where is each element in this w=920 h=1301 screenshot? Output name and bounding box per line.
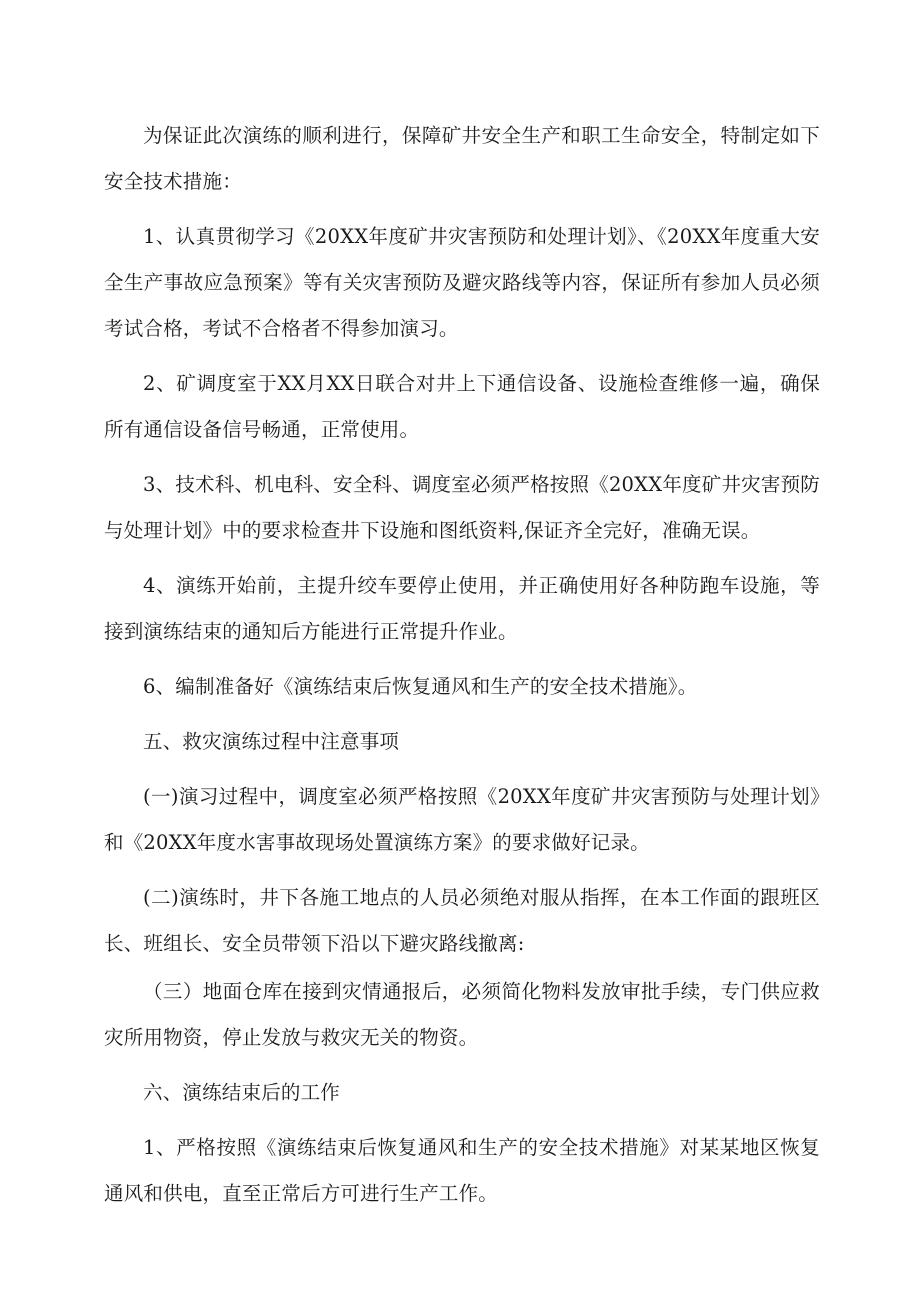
measure-3-paragraph: 3、技术科、机电科、安全科、调度室必须严格按照《20XX年度矿井灾害预防与处理计划》中的要求检查井下设施和图纸资料,保证齐全完好，准确无误。 — [104, 473, 820, 542]
measure-2-paragraph: 2、矿调度室于XX月XX日联合对井上下通信设备、设施检查维修一遍，确保所有通信设备信号畅通，正常使用。 — [104, 372, 820, 441]
post-work-1-paragraph: 1、严格按照《演练结束后恢复通风和生产的安全技术措施》对某某地区恢复通风和供电，直至正常后方可进行生产工作。 — [104, 1136, 820, 1205]
intro-paragraph: 为保证此次演练的顺利进行，保障矿井安全生产和职工生命安全，特制定如下安全技术措施： — [104, 124, 820, 193]
document-body — [104, 113, 820, 1217]
measure-1-paragraph: 1、认真贯彻学习《20XX年度矿井灾害预防和处理计划》、《20XX年度重大安全生产事故应急预案》等有关灾害预防及避灾路线等内容，保证所有参加人员必须考试合格，考试不合格者不得参加演习。 — [104, 225, 820, 340]
section-5-heading: 五、救灾演练过程中注意事项 — [143, 730, 400, 753]
note-3-paragraph: （三）地面仓库在接到灾情通报后，必须简化物料发放审批手续，专门供应救灾所用物资，停止发放与救灾无关的物资。 — [104, 980, 820, 1049]
section-6-heading: 六、演练结束后的工作 — [143, 1081, 341, 1104]
note-2-paragraph: (二)演练时，井下各施工地点的人员必须绝对服从指挥，在本工作面的跟班区长、班组长、安全员带领下沿以下避灾路线撤离: — [104, 886, 820, 955]
measure-6-paragraph: 6、编制准备好《演练结束后恢复通风和生产的安全技术措施》。 — [143, 675, 698, 698]
measure-4-paragraph: 4、演练开始前，主提升绞车要停止使用，并正确使用好各种防跑车设施，等接到演练结束的通知后方能进行正常提升作业。 — [104, 574, 820, 643]
note-1-paragraph: (一)演习过程中，调度室必须严格按照《20XX年度矿井灾害预防与处理计划》和《20XX年度水害事故现场处置演练方案》的要求做好记录。 — [104, 785, 820, 854]
